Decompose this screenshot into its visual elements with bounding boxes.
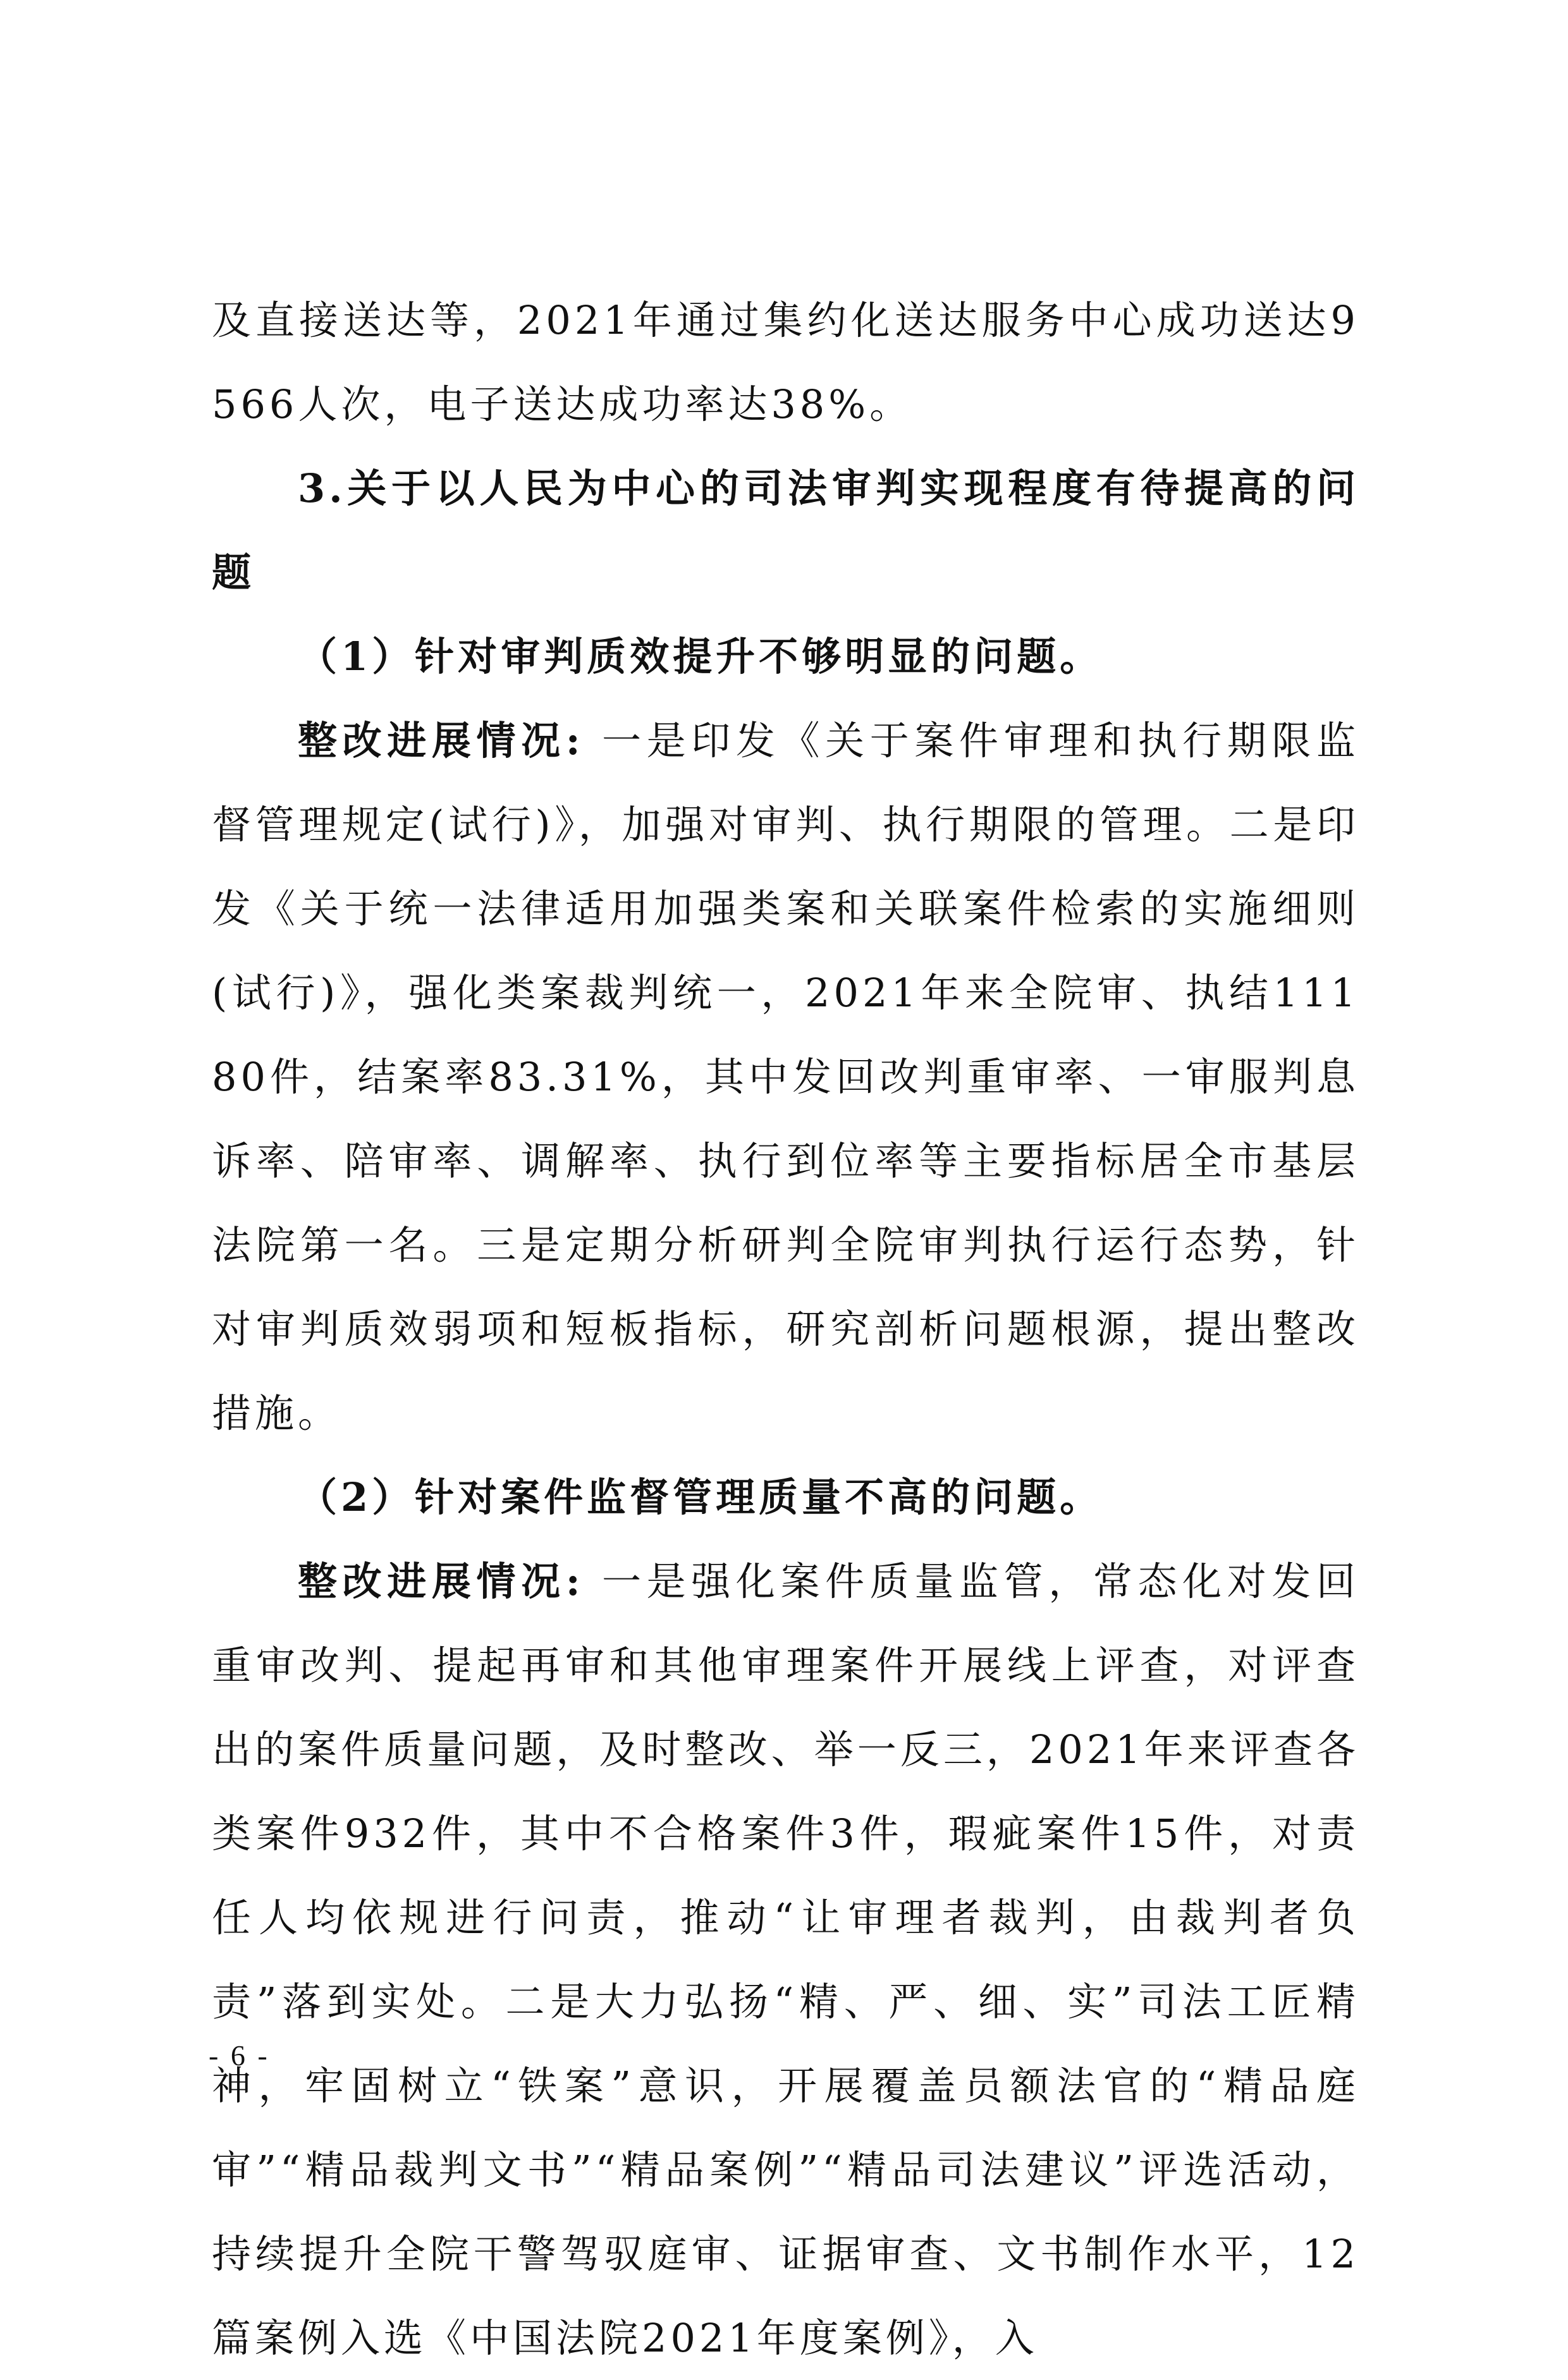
paragraph-text: 及直接送达等，2021年通过集约化送达服务中心成功送达9566人次，电子送达成功率达38%。	[212, 297, 1359, 427]
heading-text: 3.关于以人民为中心的司法审判实现程度有待提高的问题	[212, 465, 1359, 595]
subheading-text: （1）针对审判质效提升不够明显的问题。	[298, 633, 1103, 680]
paragraph-delivery-stats	[212, 278, 1359, 446]
progress-lead-label: 整改进展情况:	[298, 717, 584, 764]
section-heading-3	[212, 446, 1359, 614]
subheading-text: （2）针对案件监督管理质量不高的问题。	[298, 1474, 1103, 1520]
document-body	[212, 278, 1359, 2380]
paragraph-trial-quality-progress	[212, 699, 1359, 1455]
paragraph-text: 一是印发《关于案件审理和执行期限监督管理规定(试行)》，加强对审判、执行期限的管理。二是印发《关于统一法律适用加强类案和关联案件检索的实施细则(试行)》，强化类案裁判统一，2021年来全院审、执结11180件，结案率83.31%，其中发回改判重审率、一审服判息诉率、陪审率、调解率、执行到位率等主要指标居全市基层法院第一名。三是定期分析研判全院审判执行运行态势，针对审判质效弱项和短板指标，研究剖析问题根源，提出整改措施。	[212, 717, 1360, 1436]
paragraph-text: 一是强化案件质量监管，常态化对发回重审改判、提起再审和其他审理案件开展线上评查，对评查出的案件质量问题，及时整改、举一反三，2021年来评查各类案件932件，其中不合格案件3件，瑕疵案件15件，对责任人均依规进行问责，推动“让审理者裁判，由裁判者负责”落到实处。二是大力弘扬“精、严、细、实”司法工匠精神，牢固树立“铁案”意识，开展覆盖员额法官的“精品庭审”“精品裁判文书”“精品案例”“精品司法建议”评选活动，持续提升全院干警驾驭庭审、证据审查、文书制作水平，12篇案例入选《中国法院2021年度案例》，入	[212, 1558, 1360, 2361]
page-number: - 6 -	[209, 2039, 270, 2072]
progress-lead-label: 整改进展情况:	[298, 1558, 584, 1604]
paragraph-case-supervision-progress	[212, 1539, 1359, 2380]
subsection-heading-1	[212, 614, 1359, 699]
subsection-heading-2	[212, 1455, 1359, 1539]
